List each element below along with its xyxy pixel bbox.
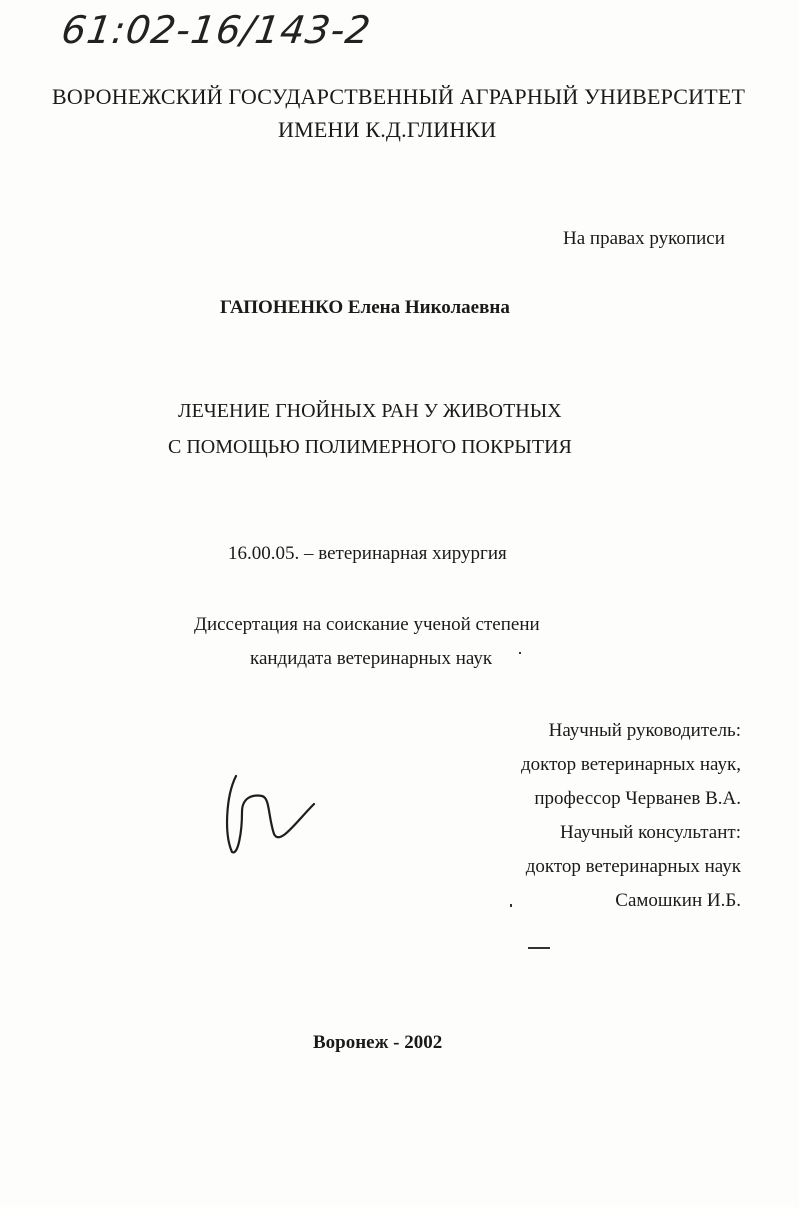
consultant-name: Самошкин И.Б. [615,890,741,911]
rights-note: На правах рукописи [563,228,725,249]
supervisors-block [521,714,741,918]
supervisor-label: Научный руководитель: [548,720,741,741]
thesis-title-line-2: С ПОМОЩЬЮ ПОЛИМЕРНОГО ПОКРЫТИЯ [168,436,572,458]
thesis-title-line-1: ЛЕЧЕНИЕ ГНОЙНЫХ РАН У ЖИВОТНЫХ [178,400,562,422]
supervisor-name: профессор Черванев В.А. [534,788,741,809]
consultant-degree: доктор ветеринарных наук [525,856,741,877]
dissertation-line-2: кандидата ветеринарных наук [250,648,493,669]
consultant-label: Научный консультант: [559,822,741,843]
university-name-line-2: ИМЕНИ К.Д.ГЛИНКИ [278,117,497,142]
city-year: Воронеж - 2002 [313,1032,443,1053]
handwritten-signature [222,772,322,858]
supervisor-degree: доктор ветеринарных наук, [520,754,741,775]
archive-code-handwritten: 61:02-16/143-2 [58,8,374,52]
dissertation-line-1: Диссертация на соискание ученой степени [194,614,540,635]
scan-speck [528,947,550,949]
author-name: ГАПОНЕНКО Елена Николаевна [220,297,510,318]
scan-speck [510,904,512,907]
scan-speck [519,652,521,654]
university-name-line-1: ВОРОНЕЖСКИЙ ГОСУДАРСТВЕННЫЙ АГРАРНЫЙ УНИВЕРСИТЕТ [52,84,746,109]
specialty-code: 16.00.05. – ветеринарная хирургия [228,543,507,564]
